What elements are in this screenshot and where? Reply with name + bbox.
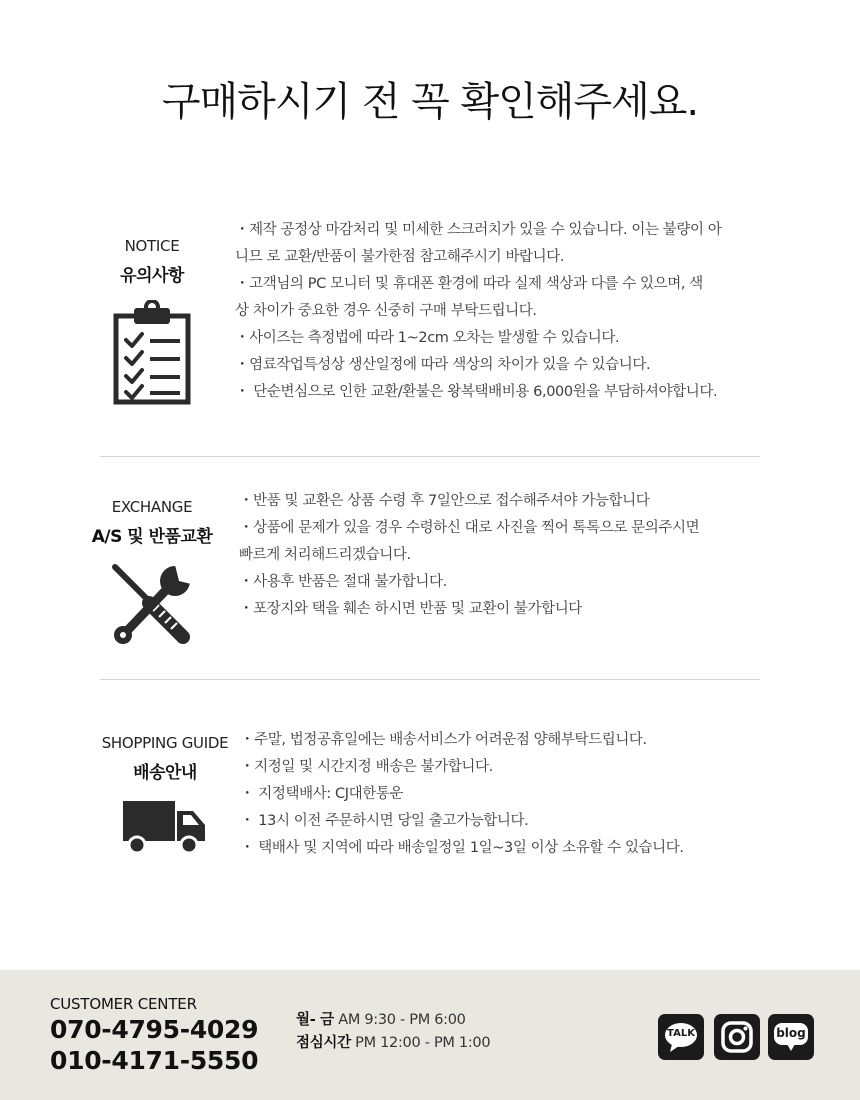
kakaotalk-label: TALK (667, 1028, 695, 1039)
notice-line: ・염료작업특성상 생산일정에 따라 색상의 차이가 있을 수 있습니다. (235, 357, 651, 373)
section-divider (100, 456, 760, 457)
lunch-hours (296, 1031, 490, 1052)
exchange-line: ・상품에 문제가 있을 경우 수령하신 대로 사진을 찍어 톡톡으로 문의주시면 (239, 520, 700, 536)
notice-lines (235, 217, 721, 406)
blog-label: blog (776, 1026, 806, 1040)
notice-line: ・제작 공정상 마감처리 및 미세한 스크러치가 있을 수 있습니다. 이는 불량이 아 (235, 222, 722, 238)
business-hours (296, 1008, 466, 1029)
notice-heading (92, 237, 212, 406)
instagram-link[interactable] (714, 1014, 760, 1060)
exchange-ko-label: A/S 및 반품교환 (91, 527, 213, 547)
weekday-label: 월- 금 (296, 1012, 334, 1028)
page-title: 구매하시기 전 꼭 확인해주세요. (161, 79, 699, 125)
weekday-hours: AM 9:30 - PM 6:00 (338, 1012, 466, 1028)
notice-ko-label: 유의사항 (120, 266, 184, 286)
customer-center-footer (0, 970, 860, 1100)
notice-line: ・ 단순변심으로 인한 교환/환불은 왕복택배비용 6,000원을 부담하셔야합니다. (235, 384, 718, 400)
shipping-ko-label: 배송안내 (133, 763, 197, 783)
customer-center-label: CUSTOMER CENTER (50, 995, 197, 1013)
exchange-line: ・사용후 반품은 절대 불가합니다. (239, 574, 447, 590)
blog-link[interactable] (768, 1014, 814, 1060)
clipboard-checklist-icon (112, 300, 192, 406)
notice-line: ・사이즈는 측정법에 따라 1~2cm 오차는 발생할 수 있습니다. (235, 330, 620, 346)
lunch-time: PM 12:00 - PM 1:00 (355, 1035, 491, 1051)
phone-number-2[interactable]: 010-4171-5550 (50, 1046, 259, 1075)
delivery-truck-icon (123, 797, 207, 857)
shipping-line: ・지정일 및 시간지정 배송은 불가합니다. (240, 759, 493, 775)
kakaotalk-link[interactable] (658, 1014, 704, 1060)
shipping-en-label: SHOPPING GUIDE (101, 734, 229, 752)
notice-line: 상 차이가 중요한 경우 신중히 구매 부탁드립니다. (235, 303, 537, 319)
exchange-line: ・포장지와 택을 훼손 하시면 반품 및 교환이 불가합니다 (239, 601, 582, 617)
shipping-line: ・ 13시 이전 주문하시면 당일 출고가능합니다. (240, 813, 529, 829)
notice-line: ・고객님의 PC 모니터 및 휴대폰 환경에 따라 실제 색상과 다를 수 있으며, 색 (235, 276, 703, 292)
exchange-heading (82, 498, 222, 647)
shipping-line: ・ 택배사 및 지역에 따라 배송일정일 1일~3일 이상 소유할 수 있습니다. (240, 840, 684, 856)
instagram-icon (714, 1014, 760, 1060)
lunch-label: 점심시간 (296, 1035, 351, 1051)
tools-icon (109, 561, 195, 647)
exchange-en-label: EXCHANGE (111, 498, 193, 516)
exchange-line: ・반품 및 교환은 상품 수령 후 7일안으로 접수해주셔야 가능합니다 (239, 493, 650, 509)
shipping-heading (90, 734, 240, 857)
shipping-lines (240, 727, 684, 862)
phone-number-1[interactable]: 070-4795-4029 (50, 1015, 259, 1044)
notice-line: 니므 로 교환/반품이 불가한점 참고해주시기 바랍니다. (235, 249, 565, 265)
exchange-line: 빠르게 처리해드리겠습니다. (239, 547, 411, 563)
exchange-lines (239, 488, 699, 623)
shipping-line: ・주말, 법정공휴일에는 배송서비스가 어려운점 양해부탁드립니다. (240, 732, 647, 748)
shipping-line: ・ 지정택배사: CJ대한통운 (240, 786, 404, 802)
notice-en-label: NOTICE (124, 237, 180, 255)
section-divider (100, 679, 760, 680)
